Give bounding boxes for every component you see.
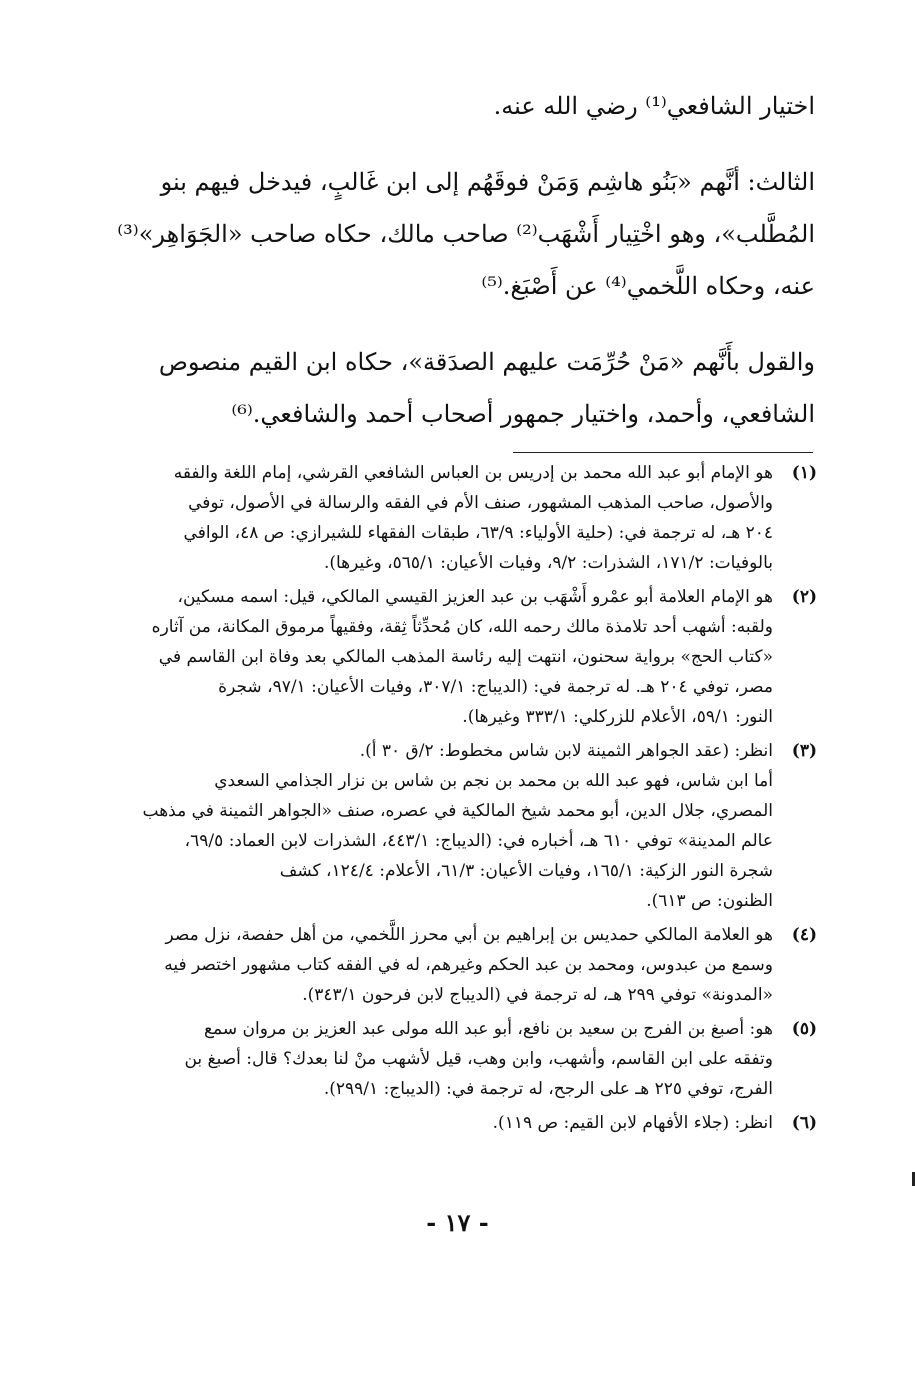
footnote (102, 736, 817, 916)
footnote (102, 582, 817, 732)
footnote-number: (٤) (791, 925, 817, 945)
footnote-line: «كتاب الحج» برواية سحنون، انتهت إليه رئاسة المذهب المالكي بعد وفاة ابن القاسم في (158, 647, 773, 667)
footnotes (102, 458, 817, 1142)
footnote (102, 920, 817, 1010)
footnote-line: أما ابن شاس، فهو عبد الله بن محمد بن نجم بن شاس بن نزار الجذامي السعدي (214, 771, 773, 791)
footnote (102, 458, 817, 578)
footnote-line: هو العلامة المالكي حمديس بن إبراهيم بن أبي محرز اللَّخمي، من أهل حفصة، نزل مصر (165, 925, 773, 945)
footnote-line: شجرة النور الزكية: ١٦٥/١، وفيات الأعيان: ٦١/٣، الأعلام: ١٢٤/٤، كشف (279, 861, 773, 881)
footnote-line: انظر: (جلاء الأفهام لابن القيم: ص ١١٩). (492, 1113, 773, 1133)
text-line: المُطَّلب»، وهو اخْتِيار أَشْهَب⁽²⁾ صاحب مالك، حكاه صاحب «الجَوَاهِر»⁽³⁾ (117, 220, 815, 248)
text-line: والقول بأَنَّهم «مَنْ حُرِّمَت عليهم الصدَقة»، حكاه ابن القيم منصوص (158, 348, 815, 376)
text-line: الثالث: أنَّهم «بَنُو هاشِم وَمَنْ فوقَهُم إلى ابن غَالبٍ، فيدخل فيهم بنو (160, 168, 815, 196)
text-line: الشافعي، وأحمد، واختيار جمهور أصحاب أحمد والشافعي.⁽⁶⁾ (231, 400, 815, 428)
footnote-line: هو الإمام العلامة أبو عمْرو أَشْهَب بن عبد العزيز القيسي المالكي، قيل: اسمه مسكين، (177, 587, 773, 607)
footnote-line: هو الإمام أبو عبد الله محمد بن إدريس بن العباس الشافعي القرشي، إمام اللغة والفقه (173, 463, 773, 483)
footnote-line: المصري، جلال الدين، أبو محمد شيخ المالكية في عصره، صنف «الجواهر الثمينة في مذهب (142, 801, 773, 821)
footnote-line: الفرج، توفي ٢٢٥ هـ على الرجح، له ترجمة في: (الديباج: ٢٩٩/١). (323, 1079, 773, 1099)
footnote-number: (١) (791, 463, 817, 483)
footnote-line: بالوفيات: ١٧١/٢، الشذرات: ٩/٢، وفيات الأعيان: ٥٦٥/١، وغيرها). (323, 553, 773, 573)
footnote-number: (٢) (791, 587, 817, 607)
paragraph (95, 336, 815, 440)
footnote-line: ولقبه: أشهب أحد تلامذة مالك رحمه الله، كان مُحدِّثاً ثِقة، وفقيهاً مرموق المكانة، من آثاره (151, 617, 773, 637)
footnote-separator (513, 452, 813, 453)
footnote-line: النور: ٥٩/١، الأعلام للزركلي: ٣٣٣/١ وغيرها). (462, 707, 773, 727)
page-number: - ١٧ - (426, 1208, 489, 1237)
footnote-line: «المدونة» توفي ٢٩٩ هـ، له ترجمة في (الديباج لابن فرحون ٣٤٣/١). (302, 985, 773, 1005)
footnote (102, 1108, 817, 1138)
footnote-number: (٥) (791, 1019, 817, 1039)
paragraph (95, 156, 815, 312)
footnote-line: وتفقه على ابن القاسم، وأشهب، وابن وهب، قيل لأشهب منْ لنا بعدك؟ قال: أصبغ بن (184, 1049, 773, 1069)
text-line: اختيار الشافعي⁽¹⁾ رضي الله عنه. (493, 92, 815, 120)
footnote-line: الظنون: ص ٦١٣). (646, 891, 773, 911)
footnote-line: انظر: (عقد الجواهر الثمينة لابن شاس مخطوط: ٢/ق ٣٠ أ). (359, 741, 773, 761)
footnote-number: (٣) (791, 741, 817, 761)
footnote-line: ٢٠٤ هـ، له ترجمة في: (حلية الأولياء: ٦٣/٩، طبقات الفقهاء للشيرازي: ص ٤٨، الوافي (183, 523, 773, 543)
footnote-number: (٦) (791, 1113, 817, 1133)
footnote-line: مصر، توفي ٢٠٤ هـ. له ترجمة في: (الديباج: ٣٠٧/١، وفيات الأعيان: ٩٧/١، شجرة (218, 677, 773, 697)
paragraph (95, 80, 815, 132)
footnote-line: والأصول، صاحب المذهب المشهور، صنف الأم في الفقه والرسالة في الأصول، توفي (188, 493, 773, 513)
footnote (102, 1014, 817, 1104)
text-line: عنه، وحكاه اللَّخمي⁽⁴⁾ عن أَصْبَغ.⁽⁵⁾ (481, 272, 815, 300)
footnote-line: عالم المدينة» توفي ٦١٠ هـ، أخباره في: (الديباج: ٤٤٣/١، الشذرات لابن العماد: ٦٩/٥، (184, 831, 773, 851)
footnote-line: وسمع من عبدوس، ومحمد بن عبد الحكم وغيرهم، له في الفقه كتاب مشهور اختصر فيه (164, 955, 773, 975)
footnote-line: هو: أصبغ بن الفرج بن سعيد بن نافع، أبو عبد الله مولى عبد العزيز بن مروان سمع (203, 1019, 773, 1039)
main-text (95, 80, 815, 464)
